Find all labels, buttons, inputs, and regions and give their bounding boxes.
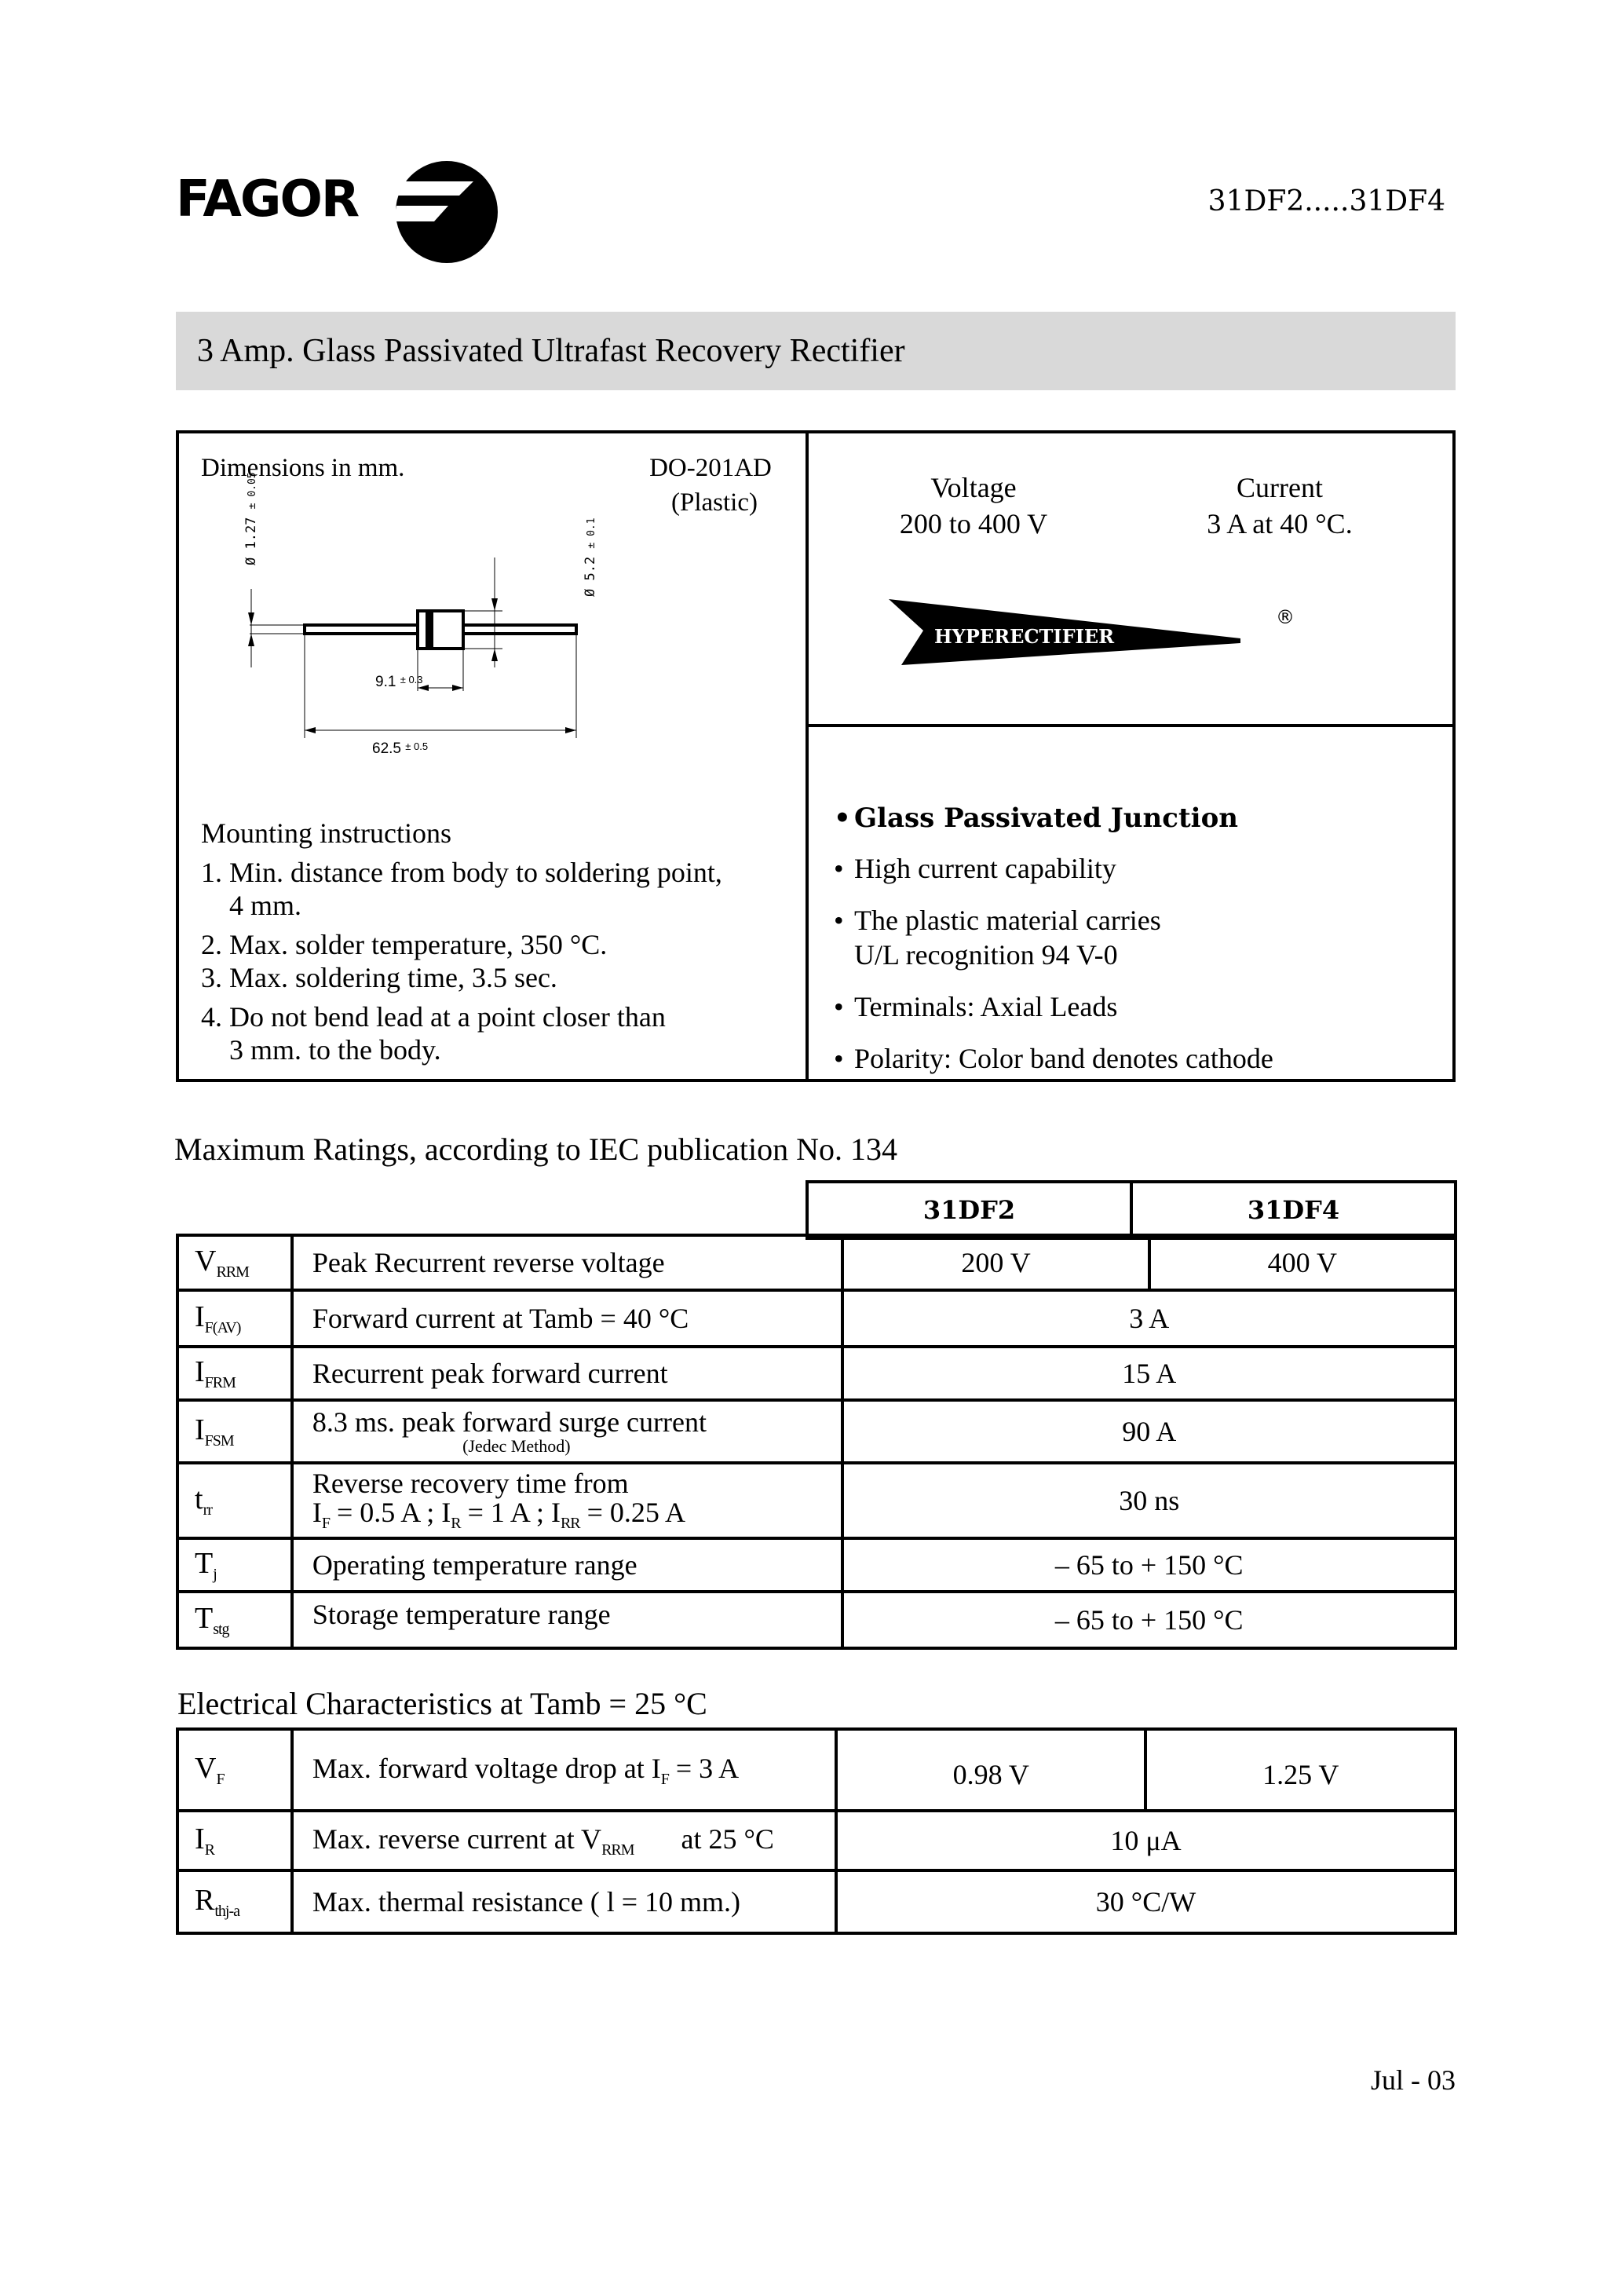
table-row: [177, 1463, 1456, 1538]
mounting-title: Mounting instructions: [201, 817, 452, 849]
symbol: $V_F$: [177, 1729, 292, 1811]
table-row: [177, 1290, 1456, 1347]
max-ratings-header: [806, 1180, 1457, 1240]
parameter: Forward current at Tamb = 40 °C: [292, 1290, 843, 1347]
feature-item: • Polarity: Color band denotes cathode: [834, 1042, 1446, 1077]
value-31df2: 200 V: [842, 1235, 1149, 1290]
symbol: $I_R$: [177, 1811, 292, 1870]
parameter-text: Reverse recovery time from: [312, 1467, 629, 1499]
part-number-range: 31DF2.....31DF4: [1207, 185, 1445, 218]
value: 10 μA: [836, 1811, 1456, 1870]
value: 3 A: [842, 1290, 1456, 1347]
value: – 65 to + 150 °C: [842, 1538, 1456, 1592]
body-length-tolerance: ± 0.3: [400, 674, 423, 686]
mounting-item: 3. Max. soldering time, 3.5 sec.: [201, 962, 557, 993]
table-row: [177, 1347, 1456, 1400]
package-outline-drawing: [220, 510, 754, 777]
divider: [807, 724, 1456, 727]
symbol: $T_{stg}$: [177, 1592, 292, 1648]
page-title: 3 Amp. Glass Passivated Ultrafast Recovery Rectifier: [197, 333, 905, 369]
feature-item: • Glass Passivated Junction: [834, 803, 1446, 835]
diode-body: [418, 611, 463, 649]
current-label: Current: [1237, 472, 1323, 503]
mounting-item: 4 mm.: [229, 890, 302, 921]
parameter: Max. reverse current at $V_{RRM}$ at 25 °C: [292, 1811, 836, 1870]
parameter-note: (Jedec Method): [462, 1435, 571, 1456]
revision-date: Jul - 03: [1371, 2064, 1456, 2096]
column-header-31df4: 31DF4: [1131, 1182, 1456, 1238]
features-list: [834, 803, 1446, 1094]
brand-logo-text: FAGOR: [176, 170, 359, 229]
voltage-label: Voltage: [930, 472, 1017, 503]
max-ratings-title: Maximum Ratings, according to IEC publication No. 134: [174, 1132, 897, 1167]
parameter: Recurrent peak forward current: [292, 1347, 843, 1400]
feature-item: • The plastic material carries: [834, 904, 1446, 938]
package-material: (Plastic): [671, 488, 758, 517]
body-diameter-label: [583, 517, 598, 597]
fagor-logo-icon: [395, 160, 499, 264]
column-header-31df2: 31DF2: [807, 1182, 1131, 1238]
feature-item-continued: U/L recognition 94 V-0: [854, 939, 1118, 971]
parameter: Operating temperature range: [292, 1538, 843, 1592]
symbol: $I_{F(AV)}$: [177, 1290, 292, 1347]
table-row: [177, 1729, 1456, 1811]
symbol: $I_{FSM}$: [177, 1400, 292, 1463]
current-value: 3 A at 40 °C.: [1207, 508, 1353, 539]
parameter: Storage temperature range: [292, 1592, 843, 1648]
cathode-band: [426, 612, 433, 647]
lead-right: [463, 625, 576, 634]
mounting-list: [201, 856, 722, 1066]
parameter: Max. thermal resistance ( l = 10 mm.): [292, 1870, 836, 1933]
lead-diameter-tolerance: ± 0.05: [247, 472, 258, 510]
value-31df4: 1.25 V: [1145, 1729, 1456, 1811]
feature-item: • High current capability: [834, 852, 1446, 887]
symbol: $I_{FRM}$: [177, 1347, 292, 1400]
symbol: $t_{rr}$: [177, 1463, 292, 1538]
electrical-table: [176, 1727, 1457, 1935]
value: 30 °C/W: [836, 1870, 1456, 1933]
value-31df2: 0.98 V: [836, 1729, 1145, 1811]
max-ratings-table: [176, 1234, 1457, 1650]
parameter-conditions: $I_F = 0.5$ A ; $I_R = 1$ A ; $I_{RR} = 0.25$ A: [312, 1497, 685, 1533]
value: 30 ns: [842, 1463, 1456, 1538]
table-row: [177, 1870, 1456, 1933]
mounting-item: 4. Do not bend lead at a point closer than: [201, 1001, 666, 1033]
body-diameter-value: Ø 5.2: [583, 556, 598, 597]
table-row: [177, 1811, 1456, 1870]
total-length-label: [372, 740, 428, 758]
voltage-value: 200 to 400 V: [899, 508, 1048, 539]
value: 90 A: [842, 1400, 1456, 1463]
dimensions-label: Dimensions in mm.: [201, 454, 405, 482]
package-name: DO-201AD: [649, 454, 772, 482]
body-length-label: [375, 674, 423, 691]
registered-icon: ®: [1276, 606, 1295, 628]
value: – 65 to + 150 °C: [842, 1592, 1456, 1648]
parameter-text: 8.3 ms. peak forward surge current: [312, 1406, 707, 1439]
mounting-item: 1. Min. distance from body to soldering point,: [201, 857, 722, 888]
symbol: $T_j$: [177, 1538, 292, 1592]
parameter: [292, 1400, 843, 1463]
table-row: [177, 1235, 1456, 1290]
total-length-value: 62.5: [372, 740, 401, 757]
total-length-tolerance: ± 0.5: [405, 740, 429, 752]
parameter: Max. forward voltage drop at $I_F = 3$ A: [292, 1729, 836, 1811]
lead-diameter-value: Ø 1.27: [243, 517, 259, 565]
parameter: Peak Recurrent reverse voltage: [292, 1235, 843, 1290]
lead-left: [305, 625, 418, 634]
body-length-value: 9.1: [375, 674, 396, 690]
lead-diameter-label: [243, 472, 259, 565]
feature-item: • Terminals: Axial Leads: [834, 990, 1446, 1025]
trademark-text: HYPERECTIFIER: [934, 625, 1115, 648]
divider: [806, 430, 809, 1082]
body-diameter-tolerance: ± 0.1: [586, 517, 597, 549]
value: 15 A: [842, 1347, 1456, 1400]
mounting-item: 3 mm. to the body.: [229, 1034, 441, 1066]
table-row: [177, 1538, 1456, 1592]
value-31df4: 400 V: [1149, 1235, 1456, 1290]
table-row: [177, 1592, 1456, 1648]
parameter: [292, 1463, 843, 1538]
mounting-item: 2. Max. solder temperature, 350 °C.: [201, 929, 608, 960]
electrical-title: Electrical Characteristics at Tamb = 25 °C: [177, 1686, 707, 1721]
symbol: $V_{RRM}$: [177, 1235, 292, 1290]
symbol: $R_{thj-a}$: [177, 1870, 292, 1933]
title-bar: [176, 312, 1456, 390]
table-row: [177, 1400, 1456, 1463]
